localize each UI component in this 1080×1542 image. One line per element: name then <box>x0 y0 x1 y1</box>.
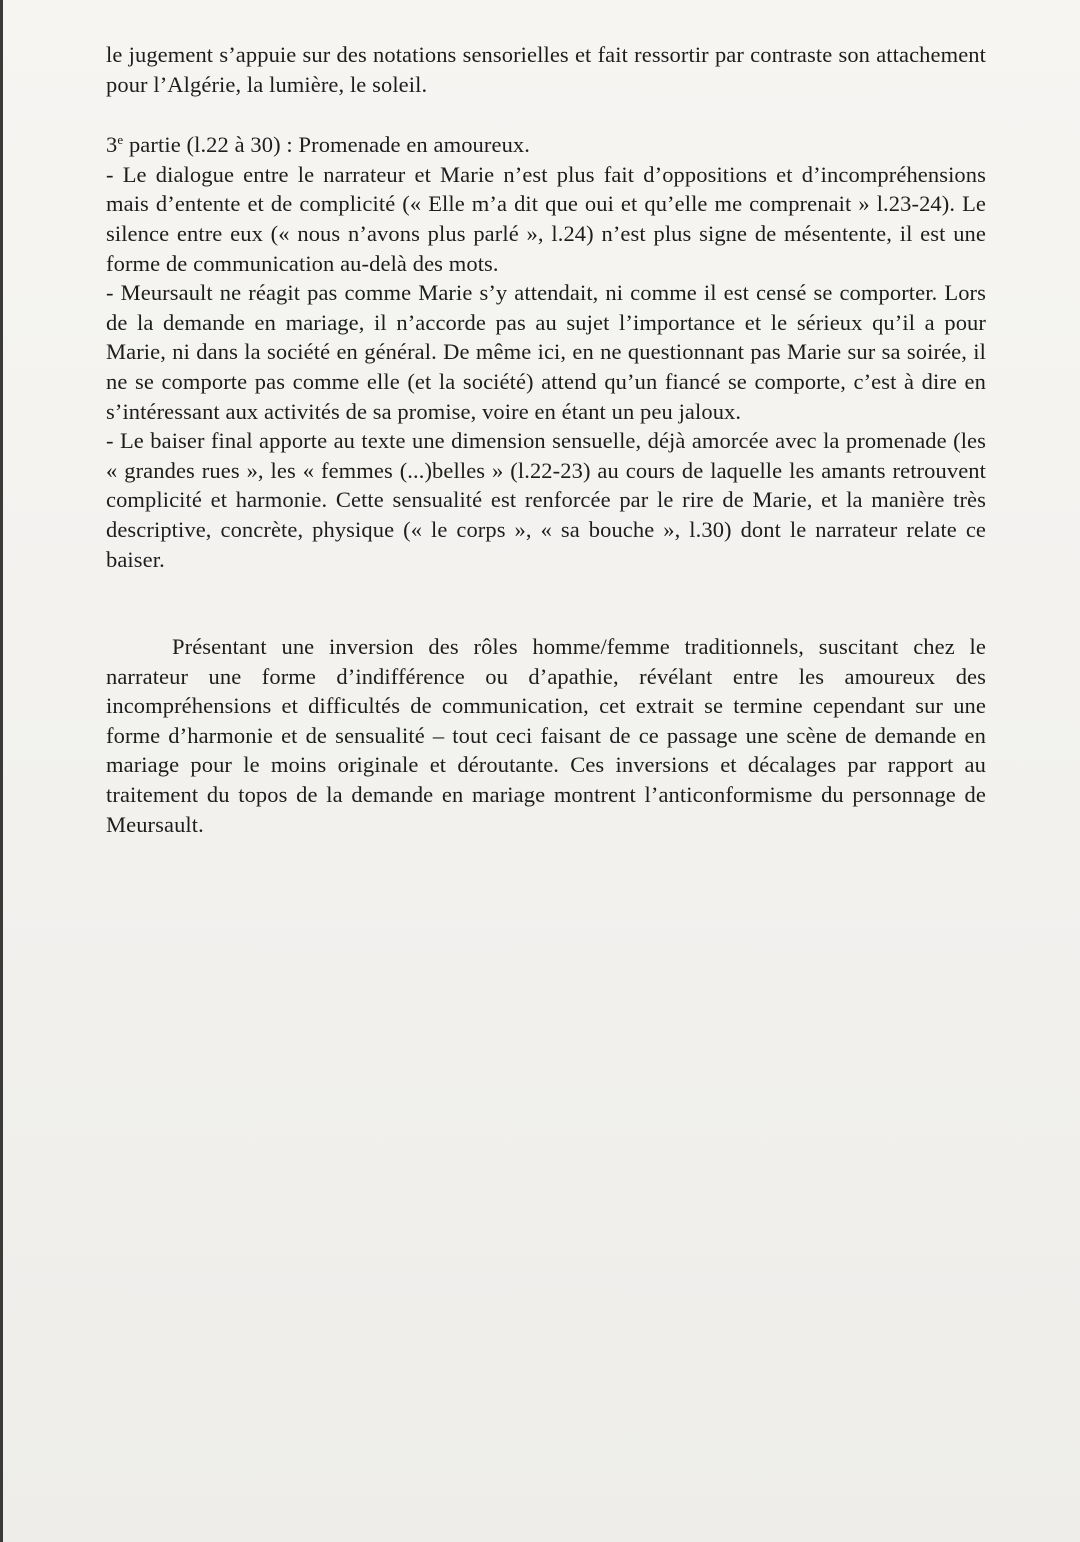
paragraph-spacer <box>106 99 986 130</box>
conclusion-paragraph: Présentant une inversion des rôles homme/femme traditionnels, suscitant chez le narrateur une forme d’indifférence ou d’apathie, révélant entre les amoureux des incompréhensions et difficultés de communication, cet extrait se termine cependant sur une forme d’harmonie et de sensualité – tout ceci faisant de ce passage une scène de demande en mariage pour le moins originale et déroutante. Ces inversions et décalages par rapport au traitement du topos de la demande en mariage montrent l’anticonformisme du personnage de Meursault. <box>106 634 986 837</box>
section-heading <box>106 130 986 160</box>
paragraph-spacer <box>106 574 986 632</box>
bullet-meursault-reaction: - Meursault ne réagit pas comme Marie s’y attendait, ni comme il est censé se comporter. Lors de la demande en mariage, il n’accorde pas au sujet l’importance et le sérieux qu’il a pour Marie, ni dans la société en général. De même ici, en ne questionnant pas Marie sur sa soirée, il ne se comporte pas comme elle (et la société) attend qu’un fiancé se comporte, c’est à dire en s’intéressant aux activités de sa promise, voire en étant un peu jaloux. <box>106 280 986 424</box>
bullet-dialogue: - Le dialogue entre le narrateur et Marie n’est plus fait d’oppositions et d’incompréhensions mais d’entente et de complicité (« Elle m’a dit que oui et qu’elle me comprenait » l.23-24). Le silence entre eux (« nous n’avons plus parlé », l.24) n’est plus signe de mésentente, il est une forme de communication au-delà des mots. <box>106 161 986 276</box>
section-number: 3 <box>106 132 118 158</box>
document-body <box>106 40 986 839</box>
section-ordinal: e <box>117 132 124 148</box>
intro-paragraph: le jugement s’appuie sur des notations sensorielles et fait ressortir par contraste son attachement pour l’Algérie, la lumière, le soleil. <box>106 42 986 97</box>
bullet-final-kiss: - Le baiser final apporte au texte une dimension sensuelle, déjà amorcée avec la promenade (les « grandes rues », les « femmes (...)belles » (l.22-23) au cours de laquelle les amants retrouvent complicité et harmonie. Cette sensualité est renforcée par le rire de Marie, et la manière très descriptive, concrète, physique (« le corps », « sa bouche », l.30) dont le narrateur relate ce baiser. <box>106 428 986 572</box>
section-heading-text: partie (l.22 à 30) : Promenade en amoureux. <box>123 132 530 158</box>
page-edge-shadow <box>0 0 3 1542</box>
